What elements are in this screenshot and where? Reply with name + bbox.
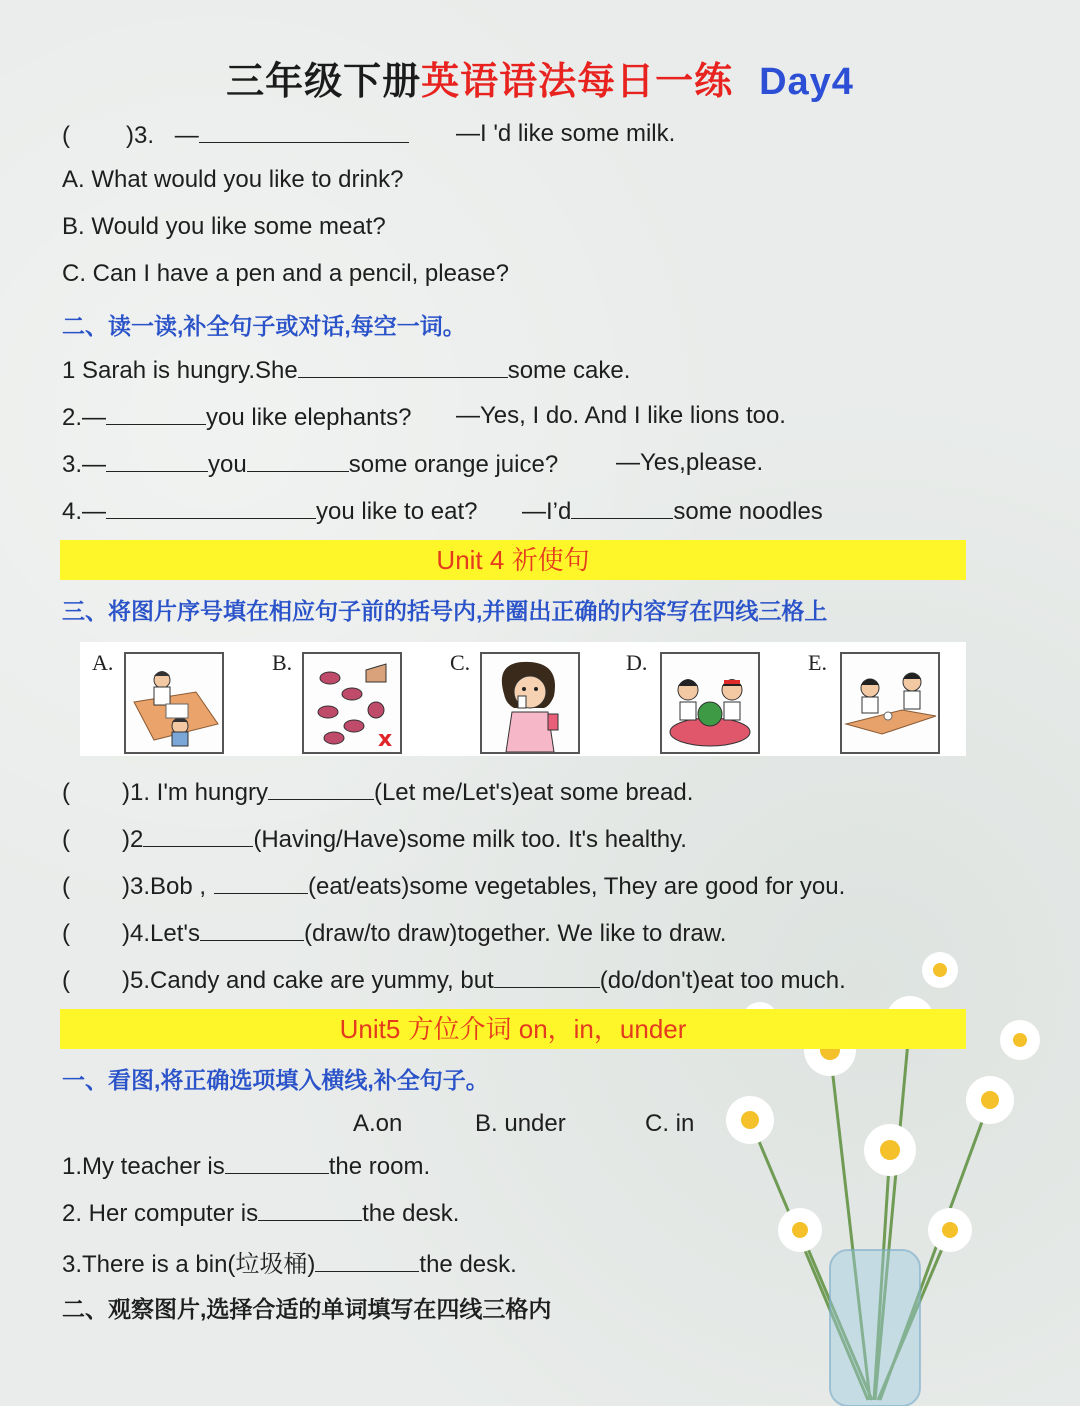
s2-3-you: you (208, 451, 247, 478)
u4-1-num: )1. I'm hungry (122, 779, 268, 806)
picture-b-candy (302, 652, 402, 754)
s2-3-blank-1[interactable] (106, 449, 208, 472)
page-title (0, 50, 1080, 105)
section2-item-3 (62, 449, 558, 479)
title-grade: 三年级下册 (226, 61, 422, 103)
q3-blank[interactable] (199, 120, 409, 143)
section2-heading: 二、读一读,补全句子或对话,每空一词。 (62, 313, 466, 339)
u5-3-tail: the desk. (419, 1251, 517, 1278)
u5-2-tail: the desk. (362, 1200, 460, 1227)
picture-strip (80, 642, 966, 756)
q3-option-a: A. What would you like to drink? (62, 166, 404, 193)
title-subject: 英语语法每日一练 (421, 61, 734, 103)
picture-e-kids-table (840, 652, 940, 754)
unit4-heading: 三、将图片序号填在相应句子前的括号内,并圈出正确的内容写在四线三格上 (62, 598, 828, 624)
u5-2-text: 2. Her computer is (62, 1200, 259, 1227)
u4-1-blank[interactable] (268, 777, 374, 800)
unit4-item-4: ( )4.Let's (draw/to draw)together. We like to draw. (62, 920, 727, 947)
unit4-item-1: ( )1. I'm hungry (Let me/Let's)eat some bread. (62, 779, 694, 806)
u4-5-num: )5.Candy and cake are yummy, but (122, 967, 494, 994)
s2-2-tail: you like elephants? (206, 404, 412, 431)
unit5-item-3 (62, 1244, 517, 1279)
pic-label-c: C. (450, 650, 471, 675)
pic-label-e: E. (808, 650, 827, 675)
q3-number: )3. (126, 122, 155, 149)
s2-4-reply (522, 496, 823, 526)
q3-option-b: B. Would you like some meat? (62, 213, 386, 240)
picture-d-kids-vegetables (660, 652, 760, 754)
unit5-heading-2: 二、观察图片,选择合适的单词填写在四线三格内 (62, 1296, 552, 1322)
s2-2-text: 2.— (62, 404, 107, 431)
unit5-item-2 (62, 1198, 459, 1228)
s2-1-text: 1 Sarah is hungry.She (62, 357, 298, 384)
unit4-item-2: ( )2 (Having/Have)some milk too. It's healthy. (62, 826, 687, 853)
q3-dash: — (174, 122, 199, 149)
u5-3-blank[interactable] (315, 1249, 419, 1272)
pic-label-b: B. (272, 650, 293, 675)
section2-item-1 (62, 355, 630, 385)
svg-text:x: x (378, 727, 393, 752)
s2-3-text: 3.— (62, 451, 107, 478)
unit5-banner: Unit5 方位介词 on，in，under (60, 1009, 966, 1049)
pic-label-d: D. (626, 650, 648, 675)
s2-4-reply-text: —I’d (522, 498, 572, 525)
s2-4-blank-1[interactable] (106, 496, 316, 519)
u4-1-rest: (Let me/Let's)eat some bread. (373, 779, 694, 806)
unit5-option-a: A.on (353, 1110, 403, 1137)
u5-1-blank[interactable] (225, 1151, 329, 1174)
s2-4-reply-tail: some noodles (673, 498, 823, 525)
unit4-item-5: ( )5.Candy and cake are yummy, but (do/don't)eat too much. (62, 967, 846, 994)
u4-5-rest: (do/don't)eat too much. (599, 967, 846, 994)
section2-item-2 (62, 402, 412, 432)
s2-1-blank[interactable] (298, 355, 508, 378)
u4-2-blank[interactable] (143, 824, 253, 847)
u5-1-text: 1.My teacher is (62, 1153, 225, 1180)
s2-4-blank-2[interactable] (571, 496, 673, 519)
u4-3-blank[interactable] (214, 871, 308, 894)
u4-2-rest: (Having/Have)some milk too. It's healthy. (253, 826, 687, 853)
s2-4-text: 4.— (62, 498, 107, 525)
unit5-option-c: C. in (645, 1110, 695, 1137)
u4-4-blank[interactable] (200, 918, 304, 941)
u5-1-tail: the room. (328, 1153, 431, 1180)
u5-3-text: 3.There is a bin(垃圾桶) (62, 1251, 316, 1278)
s2-3-blank-2[interactable] (247, 449, 349, 472)
flower-vase-decoration (690, 930, 1070, 1406)
s2-2-reply: —Yes, I do. And I like lions too. (456, 402, 786, 429)
picture-c-girl-drinking (480, 652, 580, 754)
pic-label-a: A. (92, 650, 114, 675)
picture-a-kids-drawing (124, 652, 224, 754)
u4-3-num: )3.Bob , (122, 873, 207, 900)
unit5-item-1 (62, 1151, 430, 1181)
u4-2-num: )2 (122, 826, 144, 853)
u4-4-num: )4.Let's (122, 920, 200, 947)
s2-4-mid: you like to eat? (316, 498, 478, 525)
unit5-option-b: B. under (475, 1110, 566, 1137)
u4-3-rest: (eat/eats)some vegetables, They are good for you. (308, 873, 846, 900)
q3-option-c: C. Can I have a pen and a pencil, please? (62, 260, 509, 287)
section2-item-4 (62, 496, 477, 526)
title-day: Day4 (759, 61, 854, 103)
u4-5-blank[interactable] (494, 965, 600, 988)
s2-2-blank[interactable] (106, 402, 206, 425)
unit4-item-3: ( )3.Bob , (eat/eats)some vegetables, They are good for you. (62, 873, 846, 900)
q3-answer: —I 'd like some milk. (456, 120, 676, 147)
unit5-heading: 一、看图,将正确选项填入横线,补全句子。 (62, 1067, 489, 1093)
u5-2-blank[interactable] (258, 1198, 362, 1221)
s2-3-tail: some orange juice? (348, 451, 559, 478)
unit4-banner: Unit 4 祈使句 (60, 540, 966, 580)
q3-open-paren: ( (62, 122, 70, 149)
u4-4-rest: (draw/to draw)together. We like to draw. (303, 920, 727, 947)
s2-3-reply: —Yes,please. (616, 449, 764, 476)
q3-line (62, 120, 409, 150)
s2-1-tail: some cake. (507, 357, 631, 384)
